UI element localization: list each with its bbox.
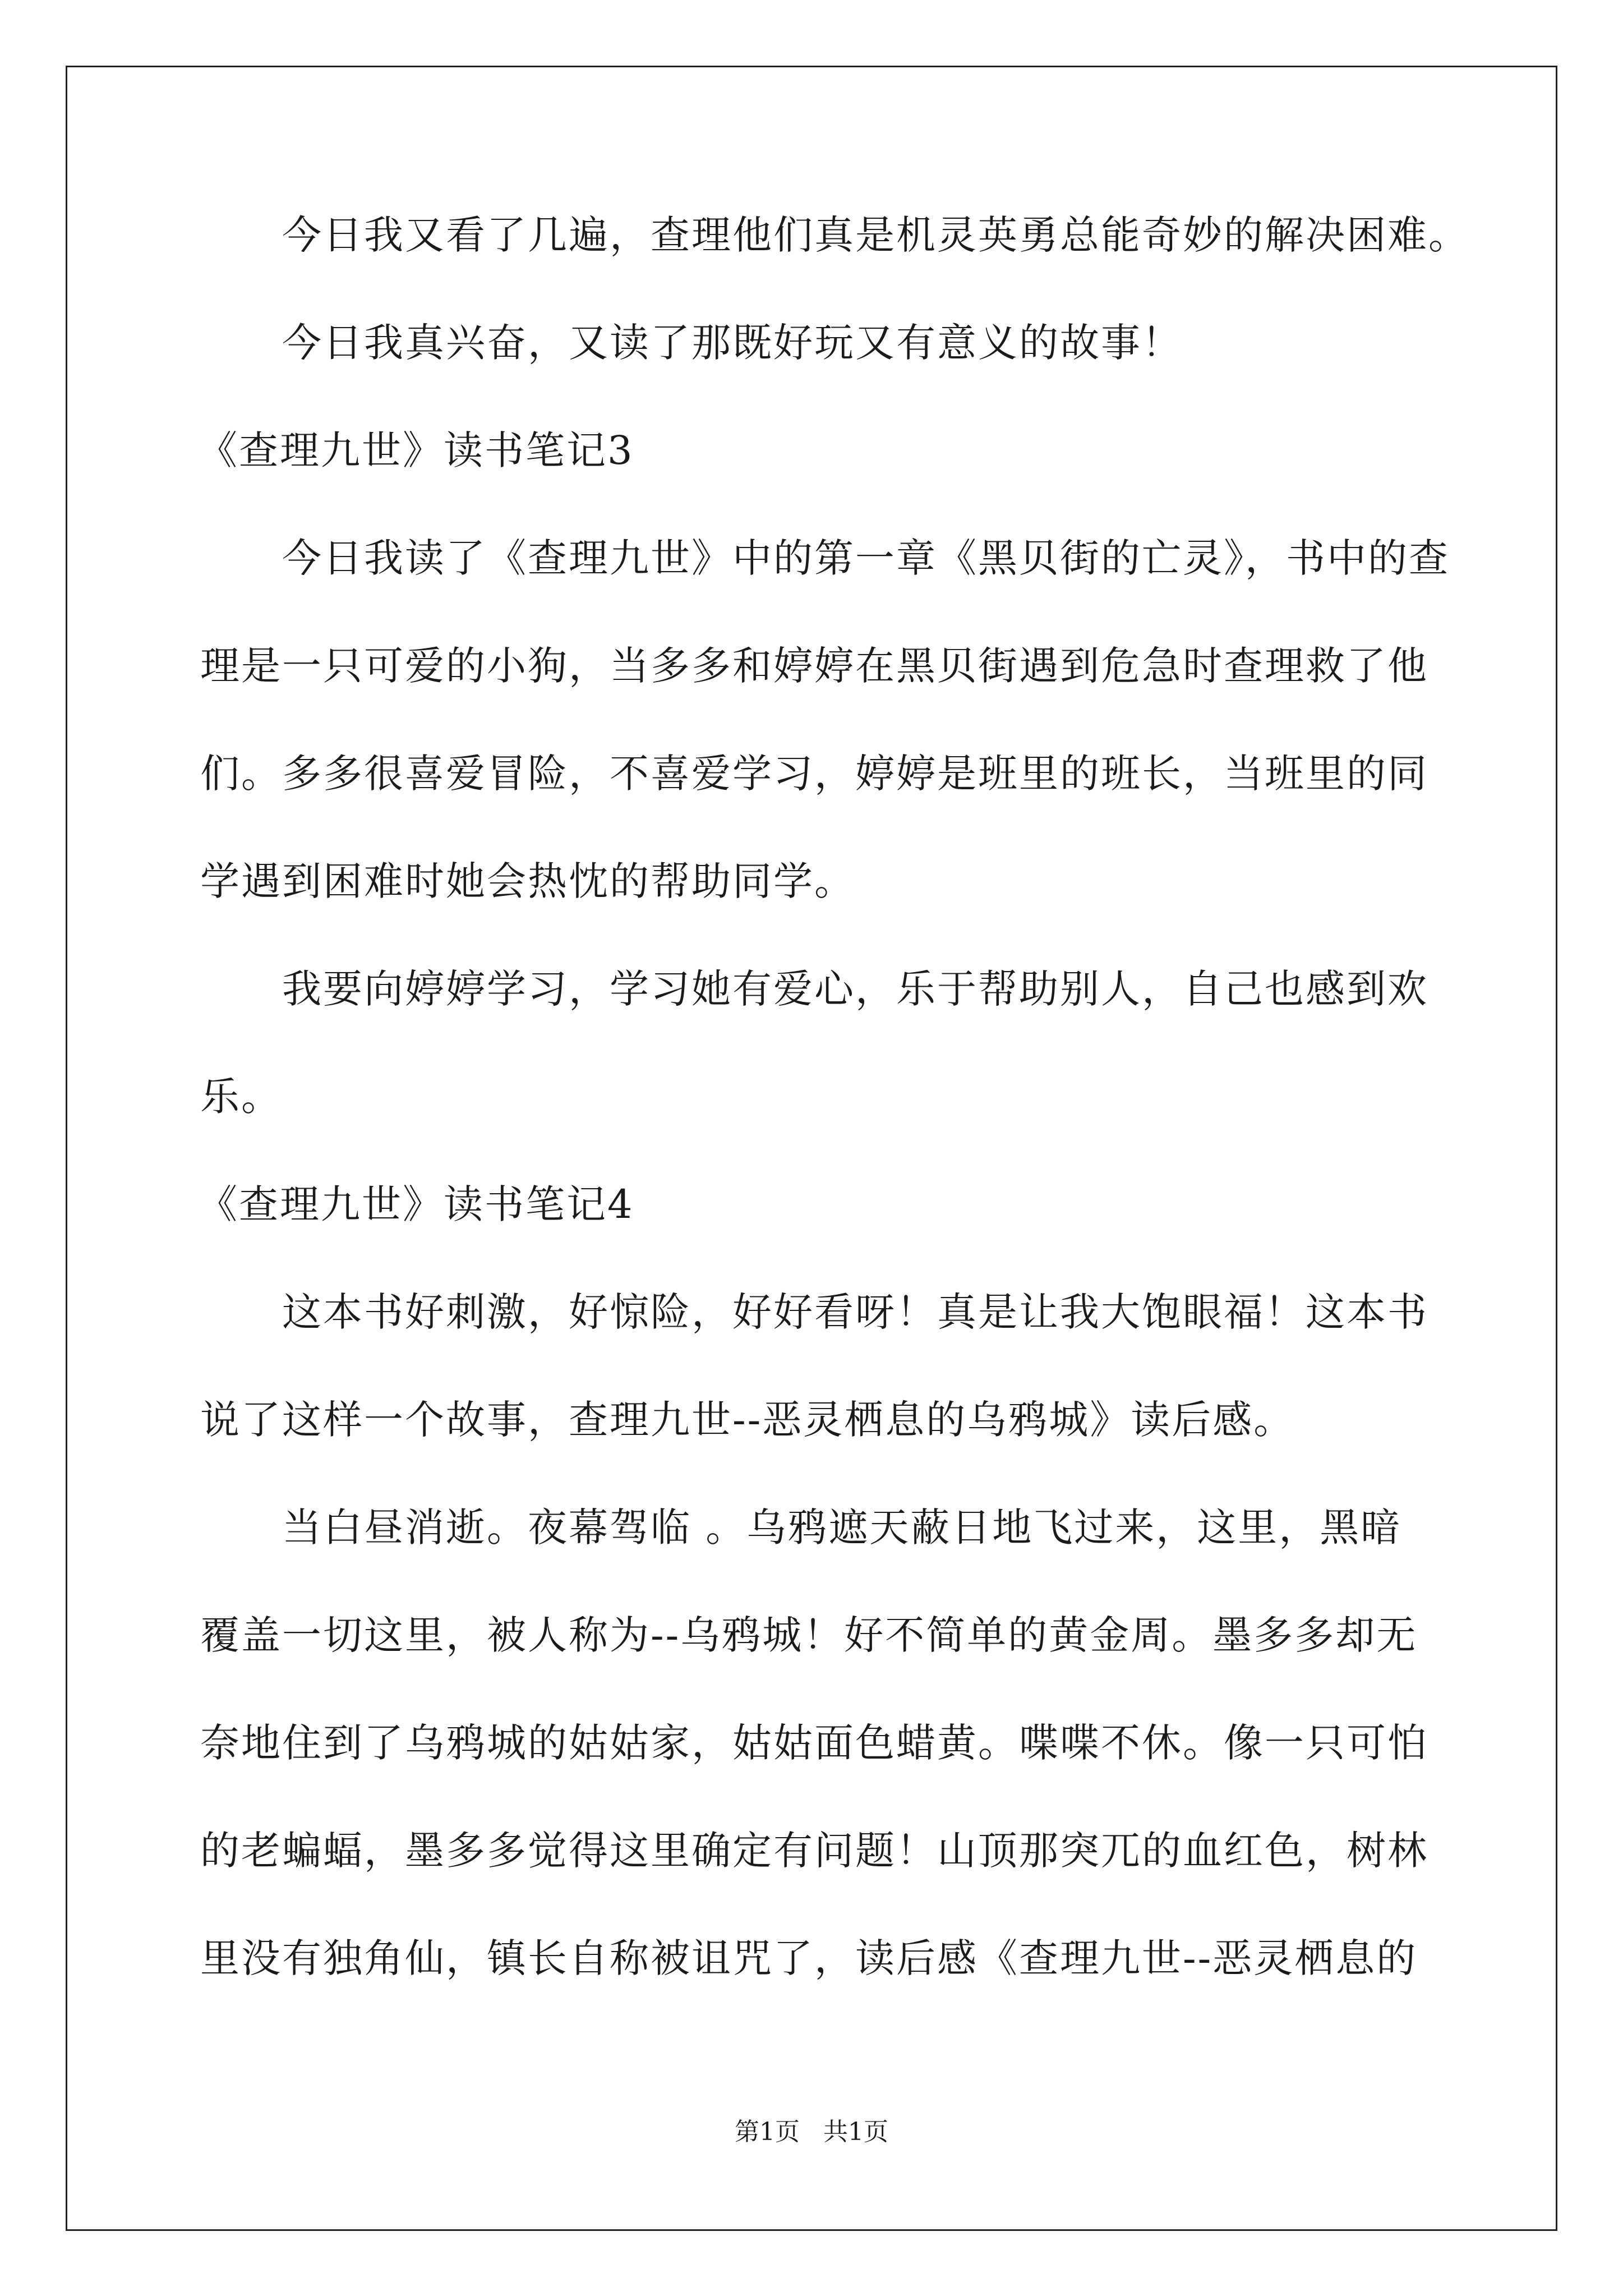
paragraph-line: 这本书好刺激，好惊险，好好看呀！真是让我大饱眼福！这本书: [282, 1289, 1428, 1335]
paragraph-line: 当白昼消逝。夜幕驾临 。乌鸦遮天蔽日地飞过来，这里，黑暗: [282, 1504, 1402, 1550]
paragraph-line: 乐。: [200, 1074, 282, 1120]
paragraph-line: 奈地住到了乌鸦城的姑姑家，姑姑面色蜡黄。喋喋不休。像一只可怕: [200, 1720, 1428, 1766]
paragraph-line: 我要向婷婷学习，学习她有爱心，乐于帮助别人，自己也感到欢: [282, 966, 1428, 1012]
paragraph-line: 说了这样一个故事，查理九世--恶灵栖息的乌鸦城》读后感。: [200, 1397, 1295, 1443]
paragraph-line: 里没有独角仙，镇长自称被诅咒了，读后感《查理九世--恶灵栖息的: [200, 1935, 1418, 1981]
page-border: [66, 66, 1557, 2231]
paragraph-line: 学遇到困难时她会热忱的帮助同学。: [200, 858, 855, 904]
paragraph-line: 理是一只可爱的小狗，当多多和婷婷在黑贝街遇到危急时查理救了他: [200, 643, 1428, 689]
paragraph-line: 的老蝙蝠，墨多多觉得这里确定有问题！山顶那突兀的血红色，树林: [200, 1828, 1428, 1874]
paragraph-line: 今日我又看了几遍，查理他们真是机灵英勇总能奇妙的解决困难。: [282, 212, 1469, 258]
paragraph-line: 今日我真兴奋，又读了那既好玩又有意义的故事！: [282, 320, 1183, 366]
section-heading: 《查理九世》读书笔记3: [198, 427, 634, 473]
paragraph-line: 覆盖一切这里，被人称为--乌鸦城！好不简单的黄金周。墨多多却无: [200, 1612, 1418, 1658]
section-heading: 《查理九世》读书笔记4: [198, 1181, 634, 1227]
page-number-footer: 第1页 共1页: [735, 2118, 888, 2146]
paragraph-line: 今日我读了《查理九世》中的第一章《黑贝街的亡灵》，书中的查: [282, 535, 1450, 581]
paragraph-line: 们。多多很喜爱冒险，不喜爱学习，婷婷是班里的班长，当班里的同: [200, 751, 1428, 797]
